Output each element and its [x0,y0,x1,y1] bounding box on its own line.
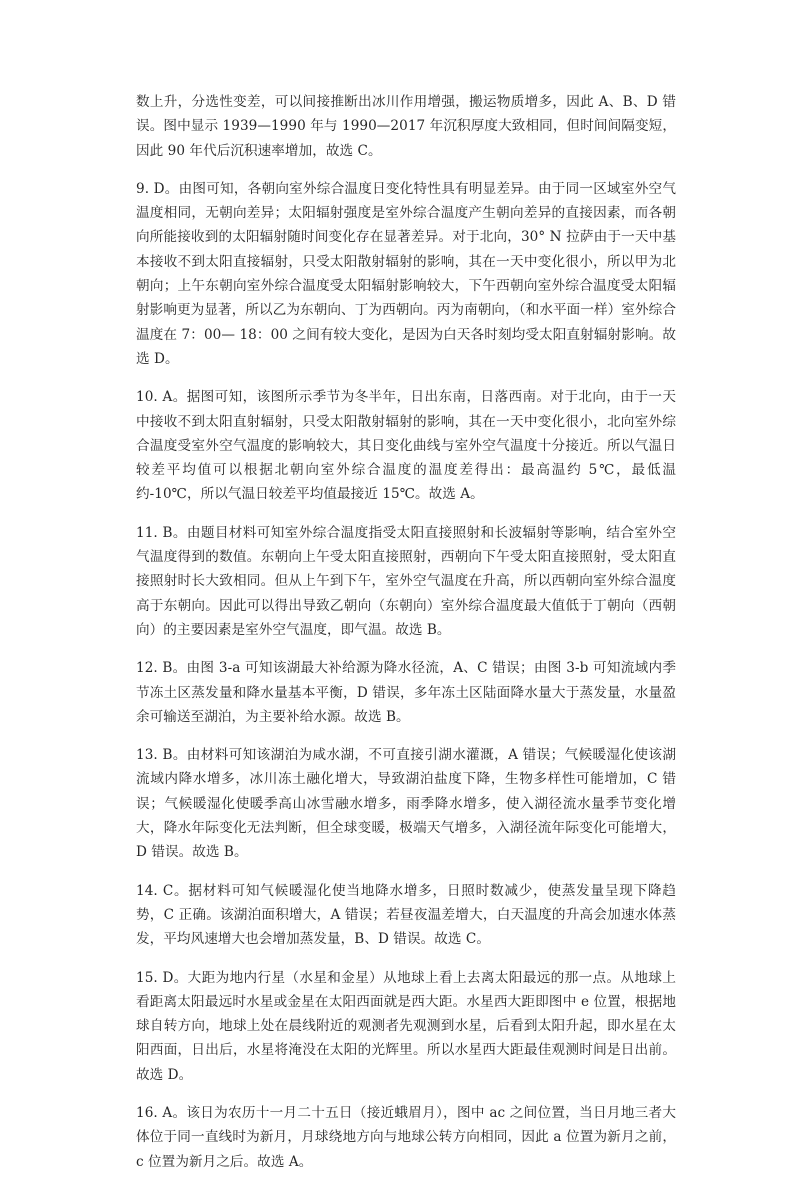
answer-16-explanation: 16. A。该日为农历十一月二十五日（接近蛾眉月），图中 ac 之间位置，当日月地三者大体位于同一直线时为新月，月球绕地方向与地球公转方向相同，因此 a 位置为新月之前，c 位置为新月之后。故选 A。 [136,1104,676,1170]
answer-9-explanation: 9. D。由图可知，各朝向室外综合温度日变化特性具有明显差异。由于同一区域室外空气温度相同，无朝向差异；太阳辐射强度是室外综合温度产生朝向差异的直接因素，而各朝向所能接收到的太阳辐射随时间变化存在显著差异。对于北向，30° N 拉萨由于一天中基本接收不到太阳直接辐射，只受太阳散射辐射的影响，其在一天中变化很小，所以甲为北朝向；上午东朝向室外综合温度受太阳辐射影响较大，下午西朝向室外综合温度受太阳辐射影响更为显著，所以乙为东朝向、丁为西朝向。丙为南朝向，（和水平面一样）室外综合温度在 7：00— 18：00 之间有较大变化，是因为白天各时刻均受太阳直射辐射影响。故选 D。 [136,180,676,367]
answer-11-explanation: 11. B。由题目材料可知室外综合温度指受太阳直接照射和长波辐射等影响，结合室外空气温度得到的数值。东朝向上午受太阳直接照射，西朝向下午受太阳直接照射，受太阳直接照射时长大致相同。但从上午到下午，室外空气温度在升高，所以西朝向室外综合温度高于东朝向。因此可以得出导致乙朝向（东朝向）室外综合温度最大值低于丁朝向（西朝向）的主要因素是室外空气温度，即气温。故选 B。 [136,524,676,638]
paragraph-continuation: 数上升，分选性变差，可以间接推断出冰川作用增强，搬运物质增多，因此 A、B、D 错误。图中显示 1939—1990 年与 1990—2017 年沉积厚度大致相同，但时间间隔变短，因此 90 年代后沉积速率增加，故选 C。 [136,94,676,159]
answer-15-explanation: 15. D。大距为地内行星（水星和金星）从地球上看上去离太阳最远的那一点。从地球上看距离太阳最远时水星或金星在太阳西面就是西大距。水星西大距即图中 e 位置，根据地球自转方向，地球上处在晨线附近的观测者先观测到水星，后看到太阳升起，即水星在太阳西面，日出后，水星将淹没在太阳的光辉里。所以水星西大距最佳观测时间是日出前。故选 D。 [136,969,676,1083]
answer-explanations [136,90,676,1188]
answer-13-explanation: 13. B。由材料可知该湖泊为咸水湖，不可直接引湖水灌溉，A 错误；气候暖湿化使该湖流域内降水增多，冰川冻土融化增大，导致湖泊盐度下降，生物多样性可能增加，C 错误；气候暖湿化使暖季高山冰雪融水增多，雨季降水增多，使入湖径流水量季节变化增大，降水年际变化无法判断，但全球变暖，极端天气增多，入湖径流年际变化可能增大，D 错误。故选 B。 [136,747,676,861]
answer-14-explanation: 14. C。据材料可知气候暖湿化使当地降水增多，日照时数减少，使蒸发量呈现下降趋势，C 正确。该湖泊面积增大，A 错误；若昼夜温差增大，白天温度的升高会加速水体蒸发，平均风速增大也会增加蒸发量，B、D 错误。故选 C。 [136,882,676,948]
answer-10-explanation: 10. A。据图可知，该图所示季节为冬半年，日出东南，日落西南。对于北向，由于一天中接收不到太阳直射辐射，只受太阳散射辐射的影响，其在一天中变化很小，北向室外综合温度受室外空气温度的影响较大，其日变化曲线与室外空气温度十分接近。所以气温日较差平均值可以根据北朝向室外综合温度的温度差得出：最高温约 5℃，最低温约-10℃，所以气温日较差平均值最接近 15℃。故选 A。 [136,389,676,503]
answer-12-explanation: 12. B。由图 3-a 可知该湖最大补给源为降水径流，A、C 错误；由图 3-b 可知流域内季节冻土区蒸发量和降水量基本平衡，D 错误，多年冻土区陆面降水量大于蒸发量，水量盈余可输送至湖泊，为主要补给水源。故选 B。 [136,660,676,725]
